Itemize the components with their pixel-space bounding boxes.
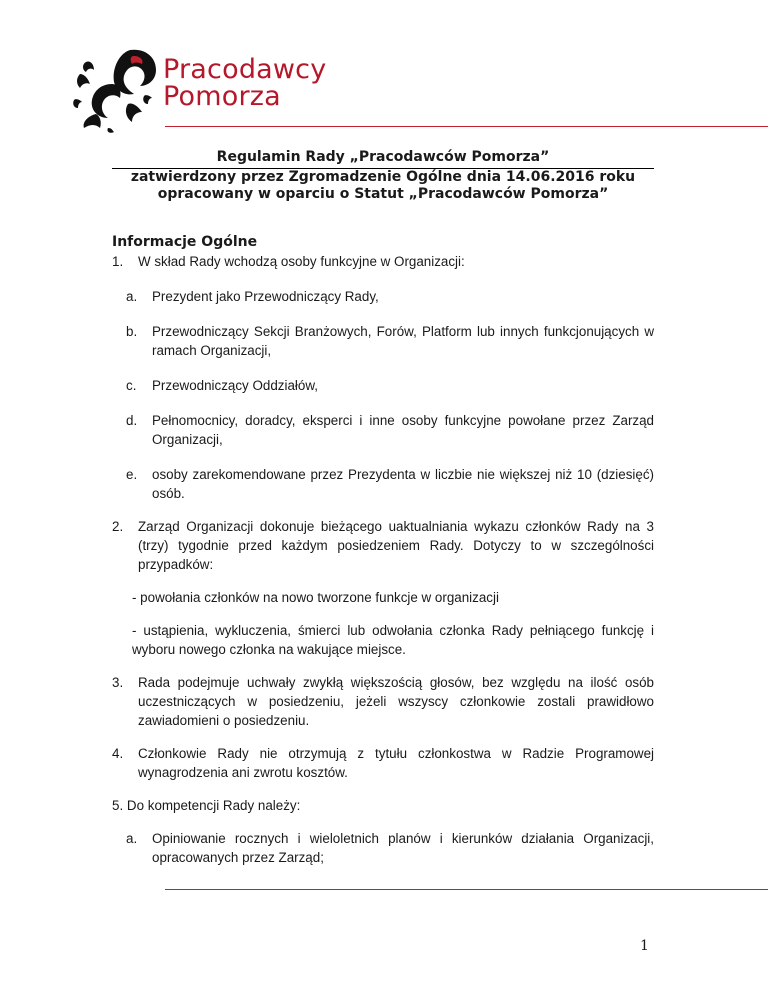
sub-item-text: osoby zarekomendowane przez Prezydenta w liczbie nie większej niż 10 (dziesięć) osób. [152,467,654,501]
sub-item-text: Przewodniczący Oddziałów, [152,378,318,393]
item-number: 4. [112,746,124,761]
dash-item-1: - powołania członków na nowo tworzone funkcje w organizacji [132,590,499,605]
item-text: Zarząd Organizacji dokonuje bieżącego uaktualniania wykazu członków Rady na 3 (trzy) tygodnie przed każdym posiedzeniem Rady. Dotyczy to w szczególności przypadków: [138,519,654,572]
item-text: Rada podejmuje uchwały zwykłą większością głosów, bez względu na ilość osób uczestniczących w posiedzeniu, jeżeli wszyscy członkowie zostali prawidłowo zawiadomieni o posiedzeniu. [138,675,654,728]
item-text: Do kompetencji Rady należy: [126,798,301,813]
list-item-4 [112,744,654,782]
item-text: Członkowie Rady nie otrzymują z tytułu członkostwa w Radzie Programowej wynagrodzenia ani zwrotu kosztów. [138,746,654,780]
sub-item-b [126,322,654,360]
list-item-2 [112,517,654,574]
list-item-5 [112,796,654,815]
document-title [112,148,654,203]
sub-item-label: e. [126,467,138,482]
title-line-2: zatwierdzony przez Zgromadzenie Ogólne dnia 14.06.2016 roku [130,169,636,185]
sub-item-a [126,287,654,306]
title-line-3: opracowany w oparciu o Statut „Pracodawców Pomorza” [157,186,609,202]
sub-item-label: d. [126,413,138,428]
brand-name [163,56,326,110]
item-number: 1. [112,254,124,269]
sub-item-text: Pełnomocnicy, doradcy, eksperci i inne osoby funkcyjne powołane przez Zarząd Organizacji, [152,413,654,447]
item-number: 5. [112,798,124,813]
sub-item-label: b. [126,324,138,339]
header-divider [165,126,768,127]
dragon-emblem-icon [72,44,162,134]
sub-item-5a [126,829,654,867]
brand-line-1: Pracodawcy [163,54,327,85]
item-number: 3. [112,675,124,690]
section-heading: Informacje Ogólne [112,234,258,250]
list-item-1 [112,252,654,271]
brand-line-2: Pomorza [163,81,281,112]
document-body [112,232,654,867]
dash-item-2: - ustąpienia, wykluczenia, śmierci lub odwołania członka Rady pełniącego funkcję i wyboru nowego członka na wakujące miejsce. [132,623,654,657]
footer-divider [165,889,768,890]
sub-item-label: a. [126,831,138,846]
item-text: W skład Rady wchodzą osoby funkcyjne w Organizacji: [138,254,465,269]
sub-item-text: Przewodniczący Sekcji Branżowych, Forów, Platform lub innych funkcjonujących w ramach Organizacji, [152,324,654,358]
sub-item-text: Opiniowanie rocznych i wieloletnich planów i kierunków działania Organizacji, opracowanych przez Zarząd; [152,831,654,865]
logo [72,44,162,134]
sub-item-text: Prezydent jako Przewodniczący Rady, [152,289,379,304]
sub-item-label: c. [126,378,137,393]
sub-item-e [126,465,654,503]
item-number: 2. [112,519,124,534]
list-item-3 [112,673,654,730]
sub-item-c [126,376,654,395]
sub-item-d [126,411,654,449]
page-number: 1 [640,938,649,954]
sub-item-label: a. [126,289,138,304]
title-line-1: Regulamin Rady „Pracodawców Pomorza” [112,148,654,169]
